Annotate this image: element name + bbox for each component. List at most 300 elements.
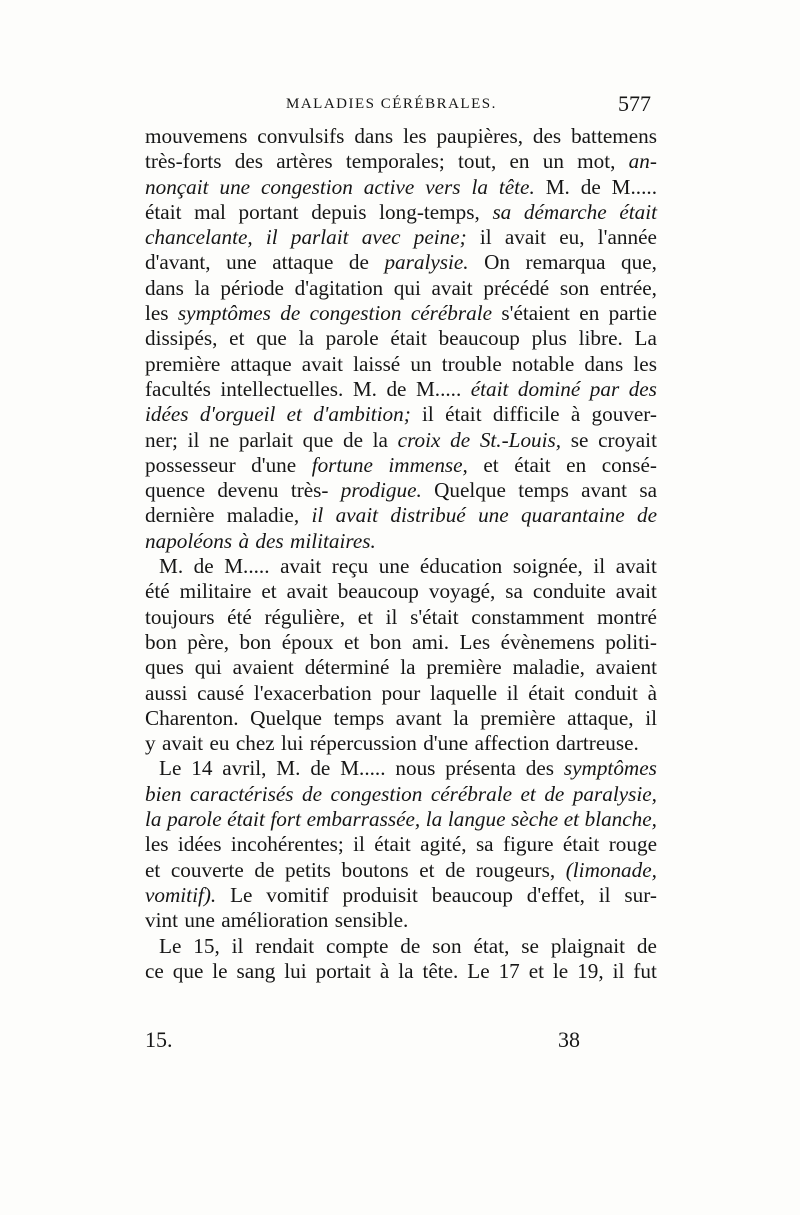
word: beaucoup <box>337 579 419 604</box>
italic-word: sèche <box>511 807 559 832</box>
italic-word: fort <box>270 807 302 832</box>
italic-word: vomitif). <box>145 882 217 907</box>
word: de <box>580 174 601 199</box>
text-line <box>145 225 657 250</box>
word: était <box>145 199 182 224</box>
word: plus <box>531 326 567 351</box>
italic-word: idées <box>145 402 189 427</box>
word: M..... <box>224 554 270 579</box>
word: ner; <box>145 427 178 452</box>
word: un <box>410 351 432 376</box>
word: plaignait <box>550 933 625 958</box>
word: Le <box>230 882 253 907</box>
word: M..... <box>611 174 657 199</box>
italic-word: d'orgueil <box>199 402 276 427</box>
word: La <box>634 326 657 351</box>
italic-word: fortune <box>311 452 373 477</box>
text-line <box>145 250 657 275</box>
italic-word: quarantaine <box>521 503 625 528</box>
word: d'avant, <box>145 250 211 275</box>
italic-word: la <box>471 174 488 199</box>
italic-word: d'ambition; <box>313 402 411 427</box>
word: les <box>145 301 169 326</box>
word: à <box>379 958 390 983</box>
text-line <box>145 554 657 579</box>
italic-word: vers <box>425 174 461 199</box>
word: se <box>570 427 589 452</box>
text-line <box>145 124 657 149</box>
word: sa <box>639 478 657 503</box>
word: de <box>193 554 214 579</box>
word: était <box>445 402 482 427</box>
text-line <box>145 908 657 933</box>
word: qui <box>194 655 222 680</box>
word: y <box>145 731 156 756</box>
word: eu, <box>559 225 585 250</box>
word: il <box>506 680 519 705</box>
word: conduite <box>532 579 606 604</box>
word: difficile <box>492 402 560 427</box>
word: lui <box>284 958 307 983</box>
word: présenta <box>445 756 516 781</box>
word: affection <box>474 731 550 756</box>
word: M..... <box>415 376 462 401</box>
text-line <box>145 453 657 478</box>
word: fut <box>633 958 657 983</box>
italic-word: il <box>265 225 278 250</box>
italic-word: congestion <box>330 781 423 806</box>
italic-word: de <box>544 781 565 806</box>
word: sensible. <box>334 908 409 933</box>
word: époux <box>281 629 334 654</box>
word: de <box>310 756 331 781</box>
italic-word: bien <box>145 781 182 806</box>
text-line <box>145 807 657 832</box>
word: figure <box>502 832 554 857</box>
italic-word: embarrassée, <box>306 807 421 832</box>
italic-word: congestion <box>261 174 353 199</box>
word: remarqua <box>525 250 606 275</box>
word: le <box>212 958 228 983</box>
word: les <box>633 351 657 376</box>
italic-word: blanche, <box>584 807 657 832</box>
word: la <box>298 326 314 351</box>
word: gouver- <box>591 402 657 427</box>
italic-word: congestion <box>309 301 402 326</box>
italic-word: dominé <box>517 376 581 401</box>
word: et <box>483 452 499 477</box>
word: très- <box>290 478 329 503</box>
italic-word: parole <box>167 807 222 832</box>
text-line <box>145 175 657 200</box>
italic-word: croix <box>397 427 441 452</box>
word: 19, <box>577 958 604 983</box>
text-line <box>145 655 657 680</box>
word: Quelque <box>250 705 322 730</box>
word: un <box>542 149 564 174</box>
word: vint <box>145 908 178 933</box>
word: de <box>386 376 407 401</box>
word: aussi <box>145 680 188 705</box>
word: bon <box>239 629 272 654</box>
word: était <box>528 680 565 705</box>
word: pour <box>381 680 421 705</box>
italic-word: caractérisés <box>189 781 294 806</box>
word: temporales; <box>345 149 445 174</box>
word: Charenton. <box>145 705 239 730</box>
word: beaucoup <box>438 326 520 351</box>
word: soignée, <box>512 554 583 579</box>
word: long-temps, <box>379 199 480 224</box>
word: bon <box>145 629 177 654</box>
word: rendait <box>255 933 315 958</box>
word: père, <box>187 629 230 654</box>
word: de <box>636 933 657 958</box>
word: 15, <box>193 933 220 958</box>
word: qui <box>393 275 421 300</box>
word: boutons <box>341 857 409 882</box>
italic-word: et <box>520 781 536 806</box>
word: sur- <box>624 882 657 907</box>
italic-word: avait <box>335 503 378 528</box>
word: M..... <box>340 756 386 781</box>
word: Quelque <box>434 478 506 503</box>
word: mouvemens <box>145 124 248 148</box>
word: maladie, <box>512 655 585 680</box>
word: possesseur <box>145 452 236 477</box>
word: était <box>562 832 600 857</box>
word: très-forts <box>145 149 222 174</box>
word: d'agitation <box>294 275 384 300</box>
italic-word: distribué <box>390 503 466 528</box>
italic-word: était <box>227 807 265 832</box>
word: petits <box>285 857 331 882</box>
word: et <box>343 629 360 654</box>
word: de <box>342 427 363 452</box>
word: Le <box>467 958 490 983</box>
word: il <box>422 402 434 427</box>
text-line <box>145 503 657 528</box>
word: avait <box>615 579 657 604</box>
italic-word: paralysie, <box>572 781 657 806</box>
word: amélioration <box>221 908 329 933</box>
word: avaient <box>232 655 294 680</box>
word: dans <box>145 275 184 300</box>
word: facultés <box>145 376 211 401</box>
word: de <box>348 250 369 275</box>
word: artères <box>276 149 333 174</box>
word: et <box>229 326 245 351</box>
word: laquelle <box>429 680 498 705</box>
word: l'année <box>597 225 657 250</box>
word: première <box>145 351 221 376</box>
word: reçu <box>331 554 369 579</box>
word: causé <box>197 680 245 705</box>
word: politi- <box>605 629 657 654</box>
word: laissé <box>353 351 401 376</box>
word: ne <box>209 427 230 452</box>
word: avant <box>395 705 442 730</box>
italic-word: prodigue. <box>340 478 422 503</box>
word: notable <box>511 351 575 376</box>
word: et <box>419 857 435 882</box>
word: et <box>357 604 374 629</box>
italic-word: de <box>636 503 657 528</box>
italic-word: avec <box>361 225 401 250</box>
text-line <box>145 149 657 174</box>
word: de <box>400 933 421 958</box>
word: période <box>220 275 284 300</box>
word: déterminé <box>304 655 390 680</box>
text-line <box>145 200 657 225</box>
italic-word: militaires. <box>290 528 376 553</box>
word: il <box>612 958 625 983</box>
word: il <box>645 705 657 730</box>
italic-word: une <box>219 174 251 199</box>
word: il <box>479 225 492 250</box>
word: attaque, <box>567 705 634 730</box>
text-line <box>145 782 657 807</box>
word: bon <box>369 629 402 654</box>
word: sa <box>505 579 523 604</box>
word: maladie, <box>226 503 300 528</box>
word: il <box>231 933 244 958</box>
word: régulière, <box>264 604 346 629</box>
word: il <box>353 832 365 857</box>
word: dartreuse. <box>555 731 639 756</box>
word: conduit <box>574 680 638 705</box>
word: se <box>521 933 539 958</box>
word: et <box>261 579 277 604</box>
word: évènemens <box>500 629 595 654</box>
text-line <box>145 579 657 604</box>
italic-word: était <box>619 199 657 224</box>
sheet-number: 38 <box>558 1027 580 1052</box>
word: depuis <box>311 199 367 224</box>
word: dernière <box>145 503 215 528</box>
word: incohérentes; <box>230 832 344 857</box>
word: précédé <box>483 275 550 300</box>
italic-word: chancelante, <box>145 225 253 250</box>
word: les <box>403 124 427 148</box>
italic-word: sa <box>492 199 512 224</box>
text-line <box>145 301 657 326</box>
word: attaque <box>272 250 334 275</box>
word: répercussion <box>309 731 417 756</box>
word: M. <box>159 554 184 579</box>
word: tête. <box>422 958 459 983</box>
italic-word: de <box>302 781 323 806</box>
italic-word: cérébrale <box>430 781 513 806</box>
text-line <box>145 934 657 959</box>
word: une <box>226 250 257 275</box>
word: de <box>254 857 275 882</box>
word: que <box>172 958 204 983</box>
word: partie <box>608 301 657 326</box>
word: était <box>374 832 411 857</box>
word: intellectuelles. <box>220 376 344 401</box>
word: 17 <box>498 958 520 983</box>
word: toujours <box>145 604 215 629</box>
word: ami. <box>412 629 450 654</box>
word: en <box>509 149 530 174</box>
text-line <box>145 276 657 301</box>
word: battemens <box>571 124 657 148</box>
word: rouge <box>608 832 657 857</box>
word: produisit <box>342 882 418 907</box>
italic-word: symptômes <box>563 756 657 781</box>
italic-word: St.-Louis, <box>479 427 562 452</box>
word: avait <box>504 225 547 250</box>
text-line <box>145 428 657 453</box>
text-line <box>145 529 657 554</box>
word: état, <box>473 933 510 958</box>
running-title: MALADIES CÉRÉBRALES. <box>286 96 497 112</box>
word: il <box>187 427 200 452</box>
word: beaucoup <box>431 882 513 907</box>
word: nous <box>395 756 436 781</box>
word: d'effet, <box>526 882 585 907</box>
word: à <box>570 402 581 427</box>
italic-word: symptômes <box>177 301 271 326</box>
word: devenu <box>217 478 279 503</box>
word: chez <box>235 731 275 756</box>
italic-word: il <box>311 503 324 528</box>
word: une <box>184 908 215 933</box>
italic-word: active <box>363 174 415 199</box>
word: avait <box>615 554 657 579</box>
word: dissipés, <box>145 326 218 351</box>
word: portant <box>238 199 299 224</box>
word: lui <box>281 731 304 756</box>
text-line <box>145 326 657 351</box>
italic-word: par <box>589 376 620 401</box>
word: ce <box>145 958 164 983</box>
word: à <box>647 680 657 705</box>
italic-word: à <box>238 528 250 553</box>
word: Le <box>159 756 182 781</box>
word: Les <box>459 629 491 654</box>
word: eu <box>209 731 230 756</box>
word: mal <box>194 199 226 224</box>
text-line <box>145 883 657 908</box>
word: le <box>552 958 569 983</box>
word: quence <box>145 478 205 503</box>
italic-word: et <box>563 807 580 832</box>
word: en <box>579 301 600 326</box>
word: sang <box>236 958 276 983</box>
word: les <box>145 832 169 857</box>
word: était <box>514 452 551 477</box>
word: M. <box>352 376 377 401</box>
italic-word: immense, <box>388 452 468 477</box>
word: une <box>378 554 410 579</box>
italic-word: paralysie. <box>384 250 469 275</box>
italic-word: était <box>470 376 509 401</box>
word: couverte <box>170 857 244 882</box>
body-text <box>145 124 657 984</box>
word: s'étaient <box>501 301 570 326</box>
word: la <box>453 705 469 730</box>
word: que, <box>621 250 657 275</box>
word: rougeurs, <box>475 857 556 882</box>
text-line <box>145 832 657 857</box>
word: dans <box>354 124 394 148</box>
word: constamment <box>471 604 585 629</box>
word: avait <box>161 731 204 756</box>
word: que <box>256 326 287 351</box>
text-line <box>145 731 657 756</box>
text-line <box>145 959 657 984</box>
italic-word: nonçait <box>145 174 209 199</box>
text-line <box>145 681 657 706</box>
word: été <box>145 579 170 604</box>
word: convulsifs <box>257 124 345 148</box>
italic-word: une <box>478 503 509 528</box>
word: montré <box>596 604 657 629</box>
italic-word: la <box>145 807 162 832</box>
word: et <box>528 958 544 983</box>
word: la <box>400 655 416 680</box>
italic-word: et <box>286 402 302 427</box>
italic-word: (limonade, <box>565 857 657 882</box>
word: son <box>559 275 590 300</box>
word: la <box>372 427 388 452</box>
text-line <box>145 858 657 883</box>
word: que <box>302 427 334 452</box>
word: attaque <box>230 351 292 376</box>
word: temps <box>518 478 569 503</box>
text-line <box>145 377 657 402</box>
text-line <box>145 352 657 377</box>
italic-word: tête. <box>498 174 535 199</box>
word: avait <box>431 275 473 300</box>
word: d'une <box>423 731 469 756</box>
word: s'était <box>410 604 459 629</box>
text-line <box>145 478 657 503</box>
text-line <box>145 630 657 655</box>
word: compte <box>326 933 389 958</box>
italic-word: langue <box>447 807 506 832</box>
word: d'une <box>251 452 297 477</box>
italic-word: des <box>255 528 284 553</box>
word: des <box>525 756 555 781</box>
signature-mark: 15. <box>145 1027 173 1052</box>
word: été <box>227 604 252 629</box>
word: consé- <box>601 452 657 477</box>
word: ques <box>145 655 184 680</box>
word: et <box>145 857 161 882</box>
word: était <box>390 326 427 351</box>
italic-word: napoléons <box>145 528 233 553</box>
word: il <box>385 604 398 629</box>
word: avant <box>581 478 628 503</box>
text-line <box>145 605 657 630</box>
word: agité, <box>420 832 467 857</box>
word: vomitif <box>266 882 329 907</box>
text-line <box>145 402 657 427</box>
word: 14 <box>191 756 213 781</box>
word: militaire <box>179 579 252 604</box>
italic-word: démarche <box>523 199 607 224</box>
word: l'exacerbation <box>253 680 372 705</box>
word: la <box>398 958 414 983</box>
word: la <box>194 275 210 300</box>
word: portait <box>315 958 371 983</box>
word: mot, <box>577 149 616 174</box>
italic-word: peine; <box>413 225 467 250</box>
text-line <box>145 756 657 781</box>
